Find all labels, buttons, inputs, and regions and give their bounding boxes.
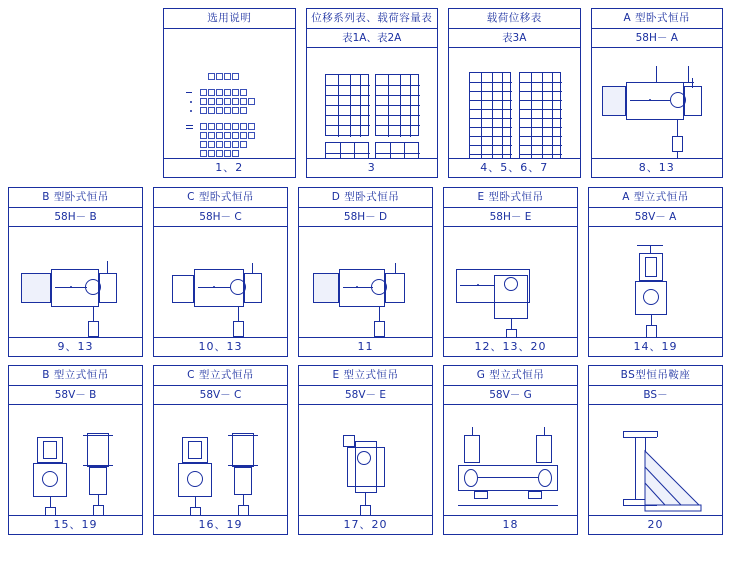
card-subheader: 58H－ D <box>299 208 432 227</box>
card-footer: 14、19 <box>589 337 722 356</box>
card-footer: 12、13、20 <box>444 337 577 356</box>
card-subheader: 58V－ G <box>444 386 577 405</box>
card-subheader: 58V－ A <box>589 208 722 227</box>
diagram-row-2 <box>0 187 731 357</box>
card-header: C 型卧式恒吊 <box>154 188 287 208</box>
card-displacement-series[interactable] <box>306 8 439 178</box>
diagram-row-3 <box>0 365 731 535</box>
card-type-b-horizontal[interactable] <box>8 187 143 357</box>
card-load-displacement[interactable] <box>448 8 581 178</box>
card-figure-horizontal-hanger-d <box>299 227 432 337</box>
diagram-sheet <box>0 8 731 574</box>
card-figure-vertical-hanger-e <box>299 405 432 515</box>
card-header: 位移系列表、载荷容量表 <box>307 9 438 29</box>
card-figure-two-tables <box>307 48 438 158</box>
card-subheader: BS－ <box>589 386 722 405</box>
card-footer: 1、2 <box>164 158 295 177</box>
card-selection-guide[interactable] <box>163 8 296 178</box>
card-header: C 型立式恒吊 <box>154 366 287 386</box>
card-header: BS型恒吊鞍座 <box>589 366 722 386</box>
card-type-e-vertical[interactable] <box>298 365 433 535</box>
card-figure-horizontal-hanger-b <box>9 227 142 337</box>
card-type-d-horizontal[interactable] <box>298 187 433 357</box>
card-type-g-vertical[interactable] <box>443 365 578 535</box>
card-footer: 17、20 <box>299 515 432 534</box>
card-header: E 型立式恒吊 <box>299 366 432 386</box>
card-header: G 型立式恒吊 <box>444 366 577 386</box>
card-footer: 4、5、6、7 <box>449 158 580 177</box>
card-subheader: 58H－ A <box>592 29 723 48</box>
card-header: D 型卧式恒吊 <box>299 188 432 208</box>
card-footer: 8、13 <box>592 158 723 177</box>
card-figure-text-block <box>164 29 295 158</box>
card-figure-vertical-hanger-b <box>9 405 142 515</box>
card-figure-two-tables-tall <box>449 48 580 158</box>
card-footer: 18 <box>444 515 577 534</box>
card-subheader: 58H－ B <box>9 208 142 227</box>
saddle-shape-icon <box>589 405 722 515</box>
card-footer: 10、13 <box>154 337 287 356</box>
card-subheader: 58V－ E <box>299 386 432 405</box>
card-figure-vertical-hanger-g <box>444 405 577 515</box>
card-footer: 11 <box>299 337 432 356</box>
card-header: A 型立式恒吊 <box>589 188 722 208</box>
card-footer: 15、19 <box>9 515 142 534</box>
card-header: B 型立式恒吊 <box>9 366 142 386</box>
diagram-row-1 <box>0 8 731 178</box>
card-header: A 型卧式恒吊 <box>592 9 723 29</box>
card-type-c-horizontal[interactable] <box>153 187 288 357</box>
card-subheader: 表1A、表2A <box>307 29 438 48</box>
card-header: B 型卧式恒吊 <box>9 188 142 208</box>
card-footer: 16、19 <box>154 515 287 534</box>
card-type-c-vertical[interactable] <box>153 365 288 535</box>
card-figure-vertical-hanger-c <box>154 405 287 515</box>
card-header: E 型卧式恒吊 <box>444 188 577 208</box>
card-footer: 20 <box>589 515 722 534</box>
card-bs-saddle[interactable] <box>588 365 723 535</box>
card-subheader: 58V－ B <box>9 386 142 405</box>
card-type-e-horizontal[interactable] <box>443 187 578 357</box>
card-subheader: 58V－ C <box>154 386 287 405</box>
card-footer: 3 <box>307 158 438 177</box>
card-subheader: 58H－ E <box>444 208 577 227</box>
card-figure-saddle-bs <box>589 405 722 515</box>
card-footer: 9、13 <box>9 337 142 356</box>
card-subheader: 58H－ C <box>154 208 287 227</box>
card-header: 载荷位移表 <box>449 9 580 29</box>
card-type-a-vertical[interactable] <box>588 187 723 357</box>
card-figure-horizontal-hanger-c <box>154 227 287 337</box>
card-type-a-horizontal[interactable] <box>591 8 724 178</box>
card-figure-vertical-hanger-a <box>589 227 722 337</box>
card-figure-horizontal-hanger-e <box>444 227 577 337</box>
card-subheader: 表3A <box>449 29 580 48</box>
card-type-b-vertical[interactable] <box>8 365 143 535</box>
card-header: 选用说明 <box>164 9 295 29</box>
card-figure-horizontal-hanger-a <box>592 48 723 158</box>
